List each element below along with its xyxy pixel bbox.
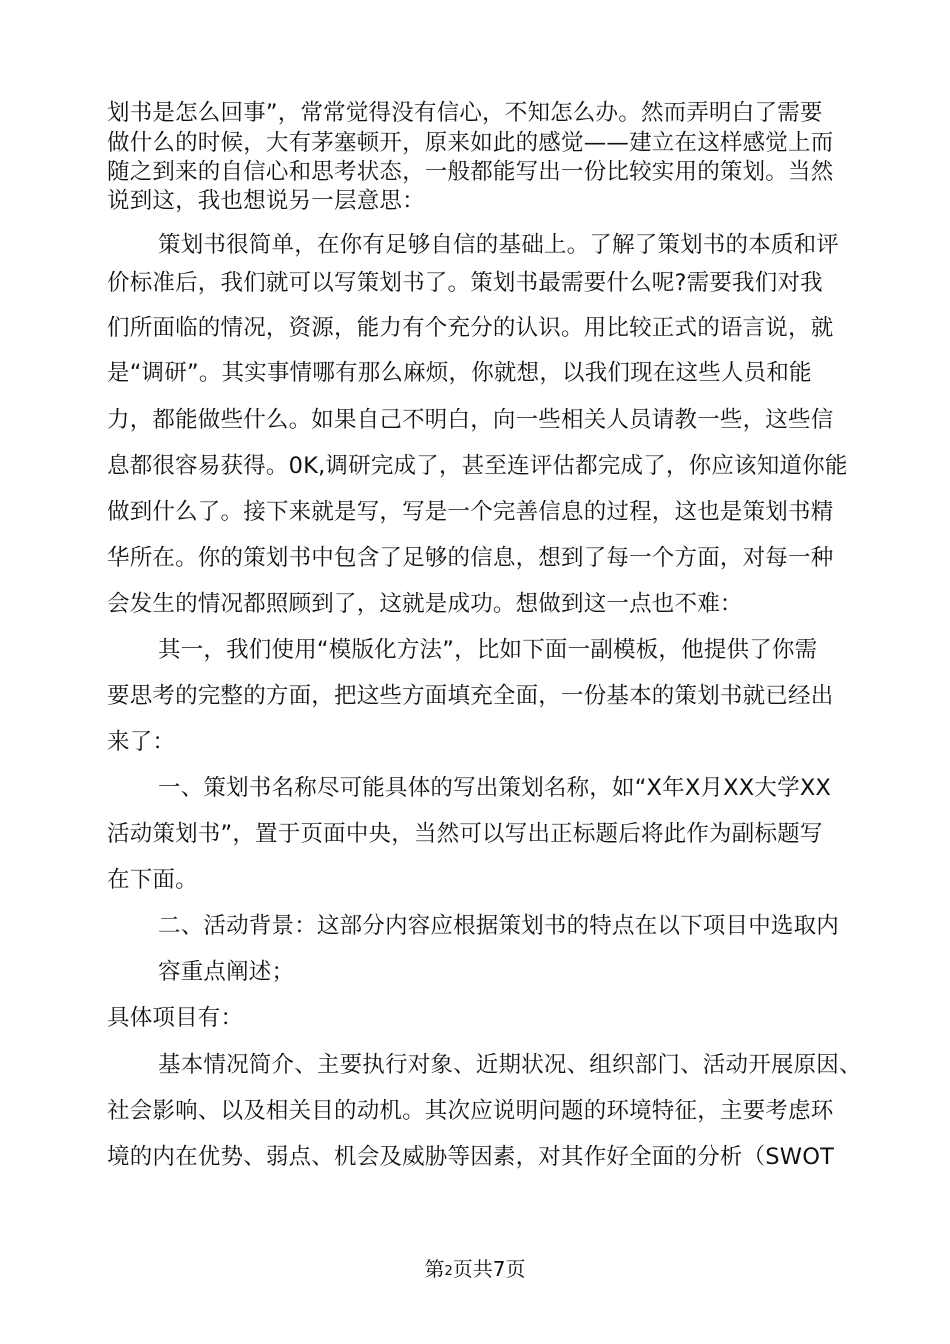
footer-suffix: 页 <box>505 1257 526 1281</box>
page-footer <box>0 1256 950 1285</box>
text-line: 息都很容易获得。0K,调研完成了，甚至连评估都完成了，你应该知道你能 <box>107 453 848 479</box>
text-line: 力，都能做些什么。如果自己不明白，向一些相关人员请教一些，这些信 <box>107 407 834 433</box>
text-line: 一、策划书名称尽可能具体的写出策划名称，如“X年X月XX大学XX <box>158 775 832 801</box>
text-line: 在下面。 <box>107 867 198 893</box>
text-line: 具体项目有： <box>107 1005 244 1031</box>
current-page-number: 2 <box>444 1264 453 1279</box>
text-line: 是“调研”。其实事情哪有那么麻烦，你就想，以我们现在这些人员和能 <box>107 360 812 386</box>
footer-middle: 页共 <box>452 1257 493 1281</box>
text-line: 华所在。你的策划书中包含了足够的信息，想到了每一个方面，对每一种 <box>107 545 834 571</box>
text-line: 二、活动背景：这部分内容应根据策划书的特点在以下项目中选取内 <box>158 913 840 939</box>
total-page-count: 7 <box>492 1257 506 1281</box>
text-line: 活动策划书”，置于页面中央，当然可以写出正标题后将此作为副标题写 <box>107 821 823 847</box>
text-line: 基本情况简介、主要执行对象、近期状况、组织部门、活动开展原因、 <box>158 1052 862 1078</box>
text-line: 策划书很简单，在你有足够自信的基础上。了解了策划书的本质和评 <box>158 232 840 258</box>
text-line: 其一，我们使用“模版化方法”，比如下面一副模板，他提供了你需 <box>158 637 818 663</box>
text-line: 境的内在优势、弱点、机会及威胁等因素，对其作好全面的分析（SWOT <box>107 1144 835 1170</box>
text-line: 会发生的情况都照顾到了，这就是成功。想做到这一点也不难： <box>107 591 743 617</box>
text-line: 做到什么了。接下来就是写，写是一个完善信息的过程，这也是策划书精 <box>107 499 834 525</box>
text-line: 社会影响、以及相关目的动机。其次应说明问题的环境特征，主要考虑环 <box>107 1098 834 1124</box>
text-line: 容重点阐述； <box>158 959 295 985</box>
text-line: 要思考的完整的方面，把这些方面填充全面，一份基本的策划书就已经出 <box>107 683 834 709</box>
text-line: 来了： <box>107 729 176 755</box>
text-line: 说到这，我也想说另一层意思： <box>107 188 425 214</box>
text-line: 价标准后，我们就可以写策划书了。策划书最需要什么呢?需要我们对我 <box>107 270 823 296</box>
text-line: 做什么的时候，大有茅塞顿开，原来如此的感觉——建立在这样感觉上而 <box>107 130 834 156</box>
text-line: 随之到来的自信心和思考状态，一般都能写出一份比较实用的策划。当然 <box>107 159 834 185</box>
footer-prefix: 第 <box>424 1257 445 1281</box>
text-line: 们所面临的情况，资源，能力有个充分的认识。用比较正式的语言说，就 <box>107 315 834 341</box>
text-line: 划书是怎么回事”，常常觉得没有信心，不知怎么办。然而弄明白了需要 <box>107 100 823 126</box>
